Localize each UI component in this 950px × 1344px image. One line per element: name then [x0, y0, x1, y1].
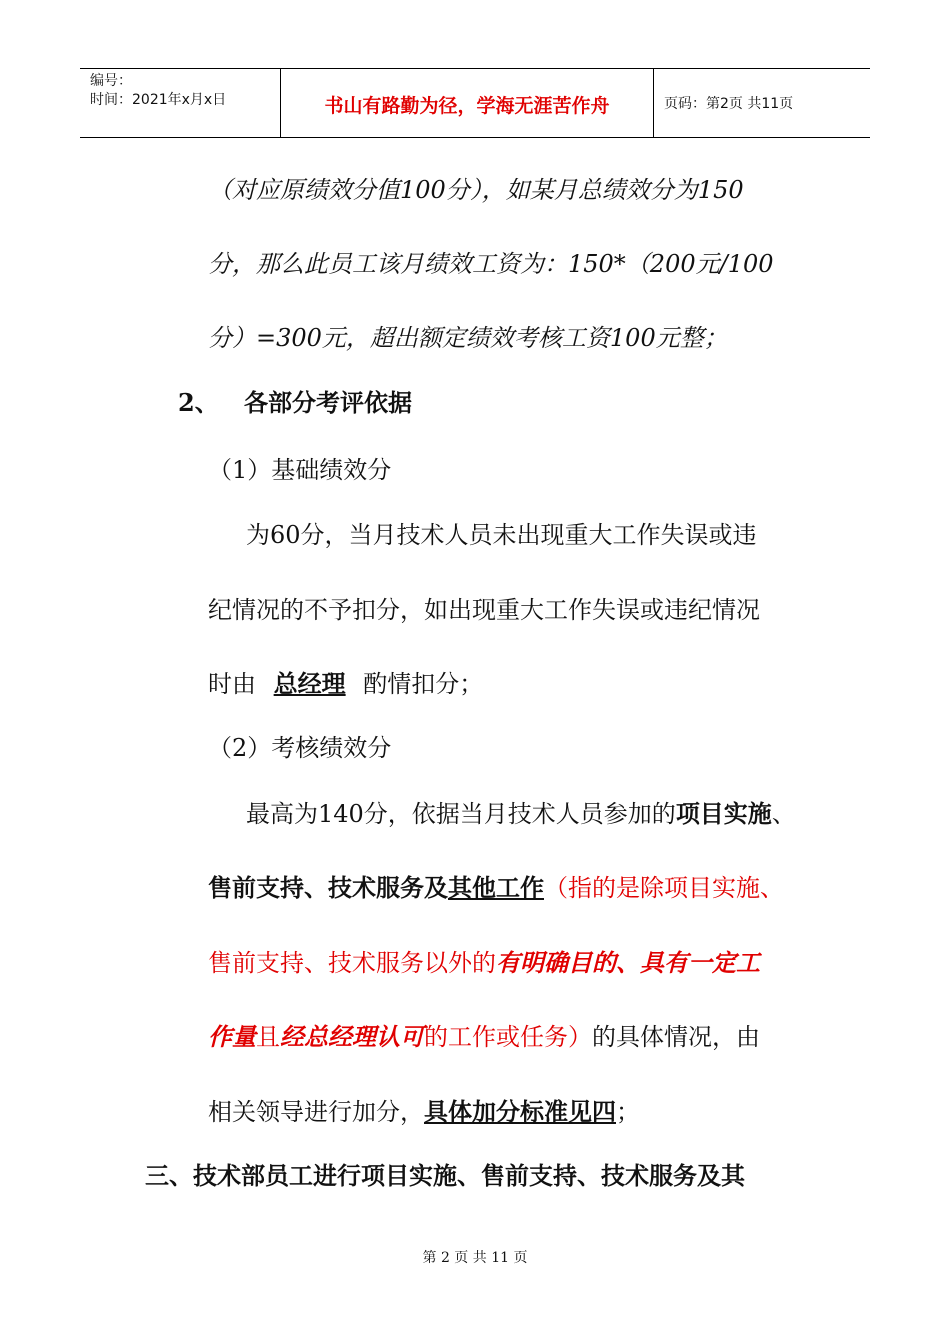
part-2-line-1	[246, 794, 796, 829]
part-2-line-2	[208, 868, 784, 903]
part-2-line-2-a: 售前支持、技术服务及	[208, 873, 448, 902]
header-motto: 书山有路勤为径，学海无涯苦作舟	[324, 95, 610, 117]
part-2-line-3	[208, 943, 760, 978]
part-1-line-3-c: 酌情扣分；	[363, 670, 484, 698]
part-1-title: （1）基础绩效分	[208, 456, 392, 484]
section-2-title: 各部分考评依据	[244, 388, 412, 417]
header-motto-cell	[281, 69, 654, 137]
part-2-line-1-c: 、	[771, 800, 796, 828]
page-footer: 第 2 页 共 11 页	[422, 1250, 528, 1266]
part-1-line-1: 为60分，当月技术人员未出现重大工作失误或违	[246, 521, 757, 549]
part-2-line-4-c: 经总经理认可	[280, 1022, 424, 1051]
part-2-line-4-e: 的具体情况，由	[592, 1023, 760, 1051]
time-label: 时间：2021年x月x日	[90, 92, 227, 108]
part-2-line-5-c: ；	[616, 1098, 640, 1126]
page-header	[80, 68, 870, 138]
part-2-line-5	[208, 1092, 640, 1127]
header-page-cell	[654, 69, 870, 137]
scoring-standard-link-text: 具体加分标准见四	[424, 1097, 616, 1126]
part-2-line-4-d: 的工作或任务）	[424, 1023, 592, 1051]
part-2-line-3-a: 售前支持、技术服务以外的	[208, 949, 496, 977]
part-2-line-4	[208, 1017, 760, 1052]
header-page-info: 页码：第2页 共11页	[664, 96, 794, 112]
part-2-line-5-a: 相关领导进行加分，	[208, 1098, 424, 1126]
part-2-line-2-c: （指的是除项目实施、	[544, 874, 784, 902]
body-line-3: 分）=300元，超出额定绩效考核工资100元整；	[208, 324, 728, 352]
part-2-line-3-b: 有明确目的、具有一定工	[496, 948, 760, 977]
project-implementation-text: 项目实施	[675, 799, 772, 828]
part-1-line-3	[208, 664, 483, 699]
general-manager-text: 总经理	[273, 669, 346, 698]
part-2-line-1-a: 最高为140分，依据当月技术人员参加的	[246, 800, 676, 828]
part-1-line-2: 纪情况的不予扣分，如出现重大工作失误或违纪情况	[208, 596, 760, 624]
section-2-number: 2、	[178, 388, 219, 417]
part-2-title: （2）考核绩效分	[208, 734, 392, 762]
body-line-2: 分，那么此员工该月绩效工资为：150*（200元/100	[208, 250, 774, 278]
part-2-line-4-a: 作量	[208, 1022, 256, 1051]
header-meta-cell	[80, 69, 281, 137]
other-work-text: 其他工作	[448, 873, 544, 902]
body-line-1: （对应原绩效分值100分），如某月总绩效分为150	[208, 176, 744, 204]
section-3-heading: 三、技术部员工进行项目实施、售前支持、技术服务及其	[145, 1161, 745, 1190]
part-1-line-3-a: 时由	[208, 670, 256, 698]
part-2-line-4-b: 且	[256, 1023, 280, 1051]
serial-label: 编号：	[90, 73, 132, 89]
